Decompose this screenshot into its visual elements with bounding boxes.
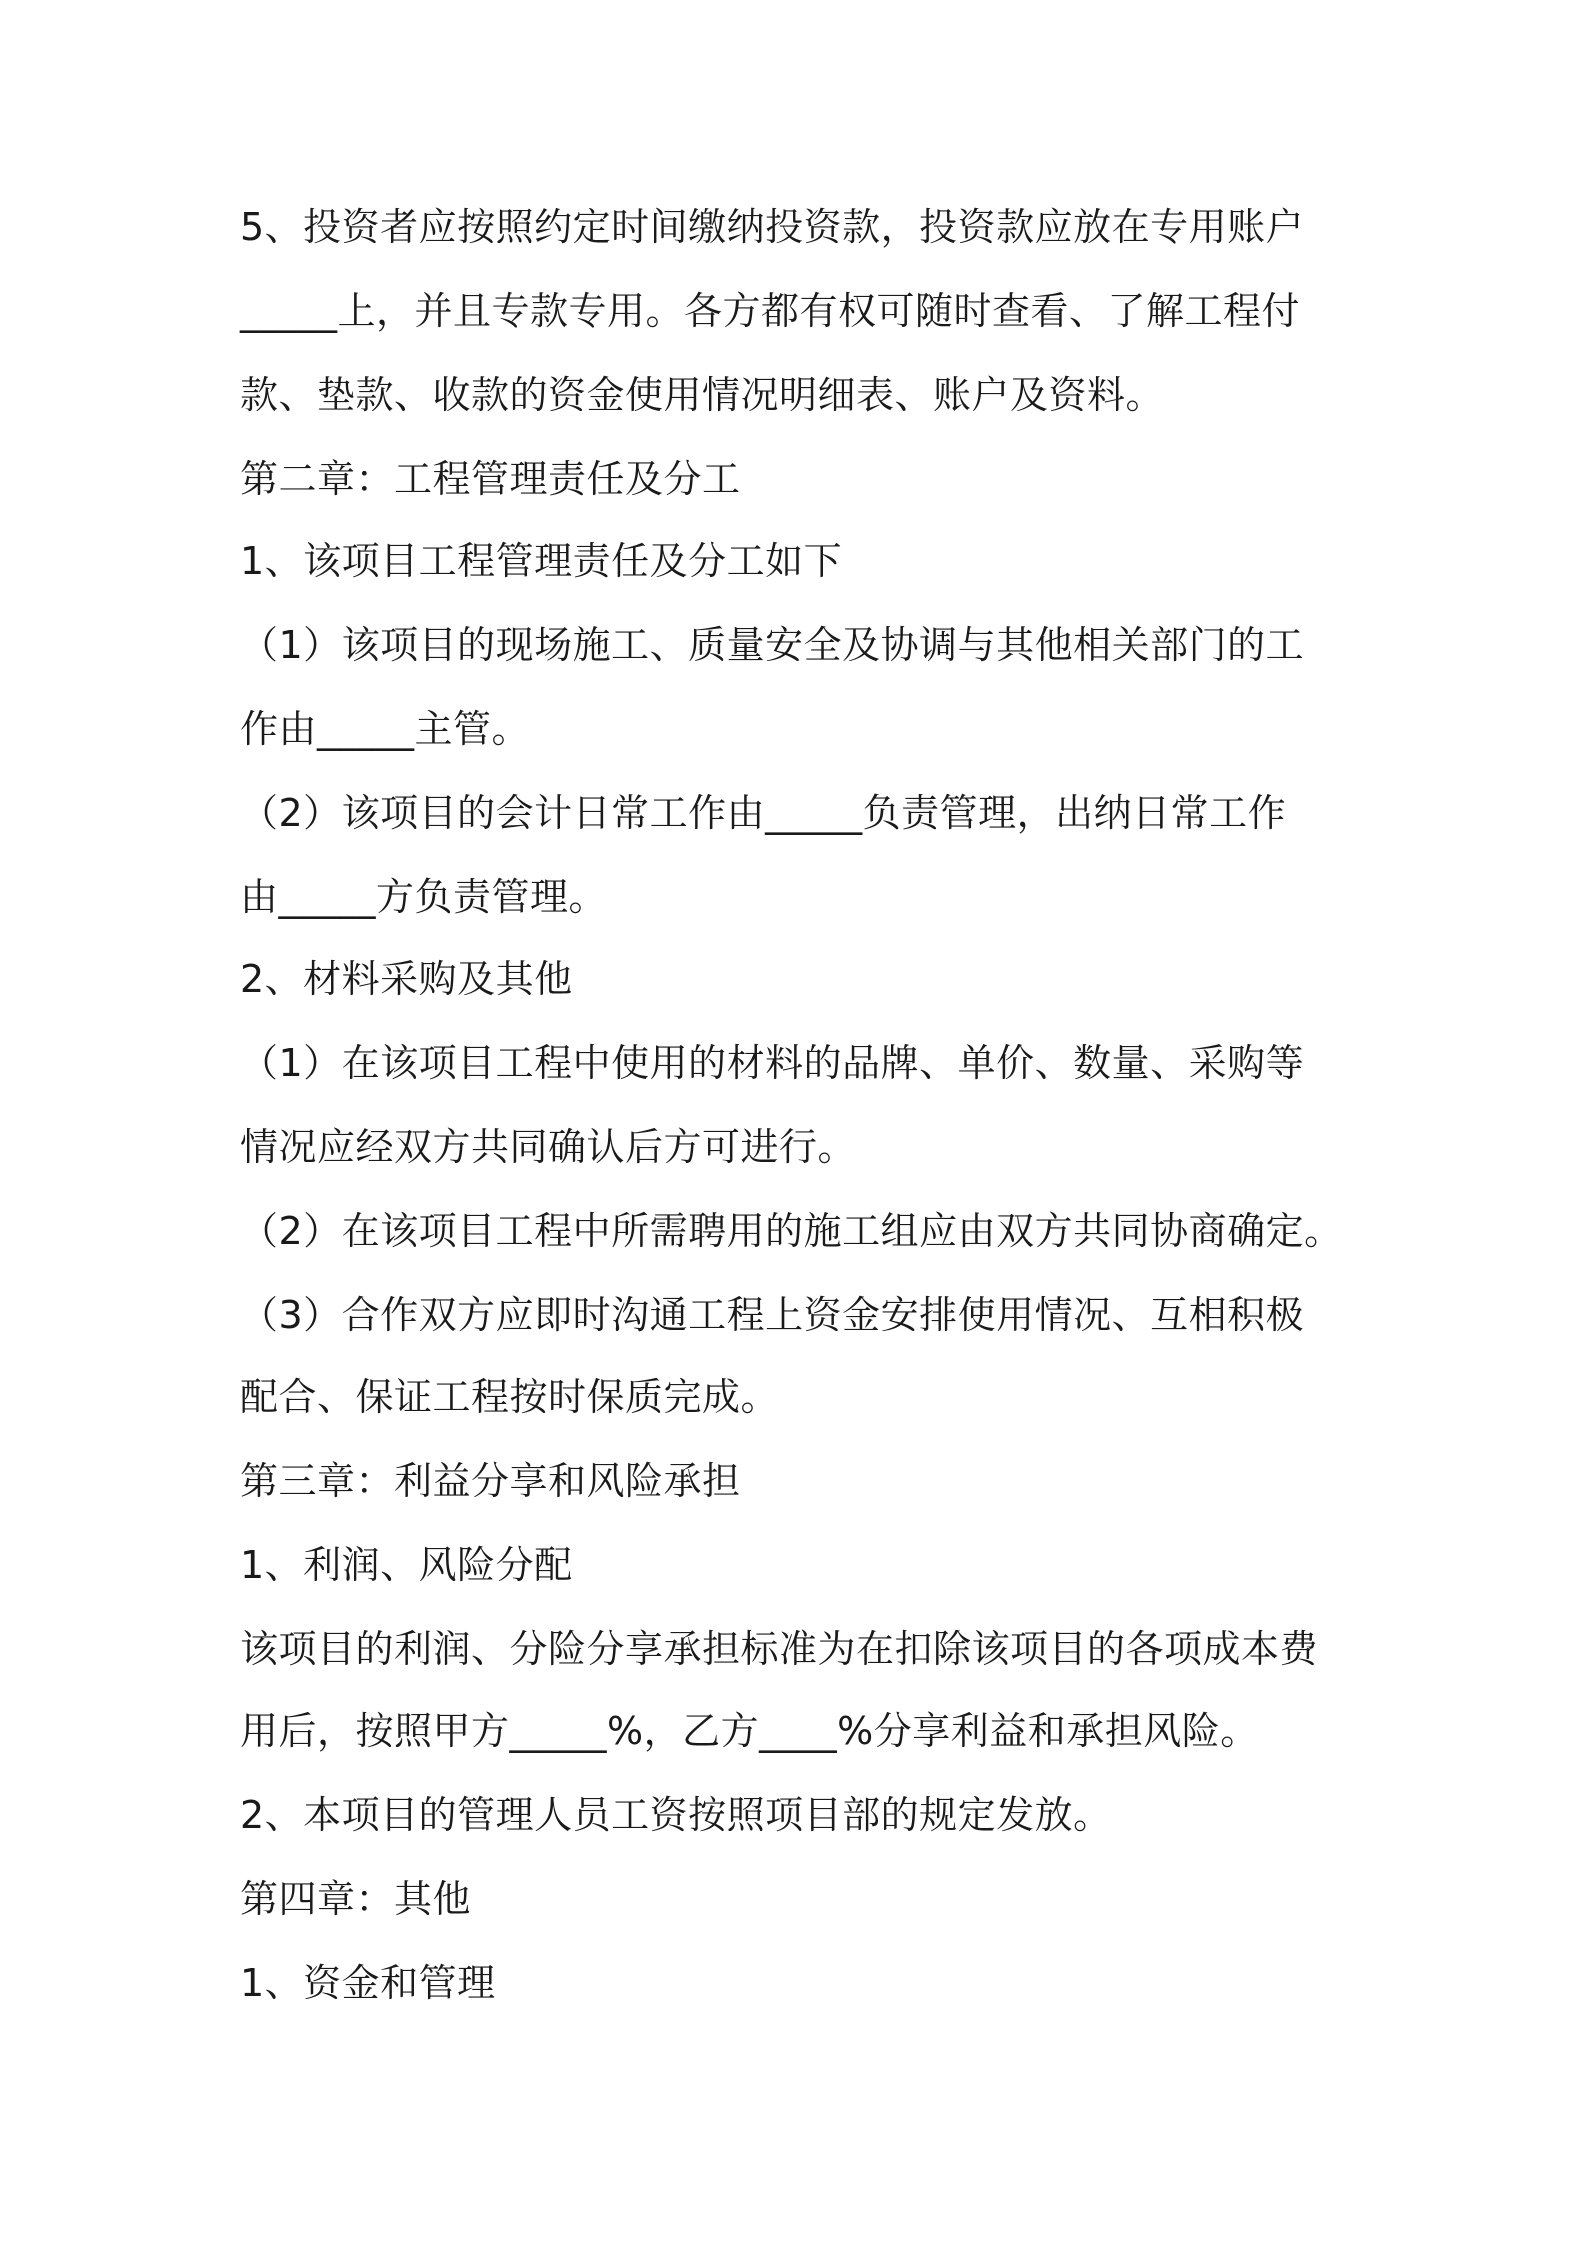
section-heading: 2、材料采购及其他 [240, 957, 573, 1001]
text-line: （1）该项目的现场施工、质量安全及协调与其他相关部门的工 [240, 623, 1305, 667]
text-line: 款、垫款、收款的资金使用情况明细表、账户及资料。 [240, 373, 1165, 417]
text-line: 配合、保证工程按时保质完成。 [240, 1375, 780, 1419]
text-line: 作由_____主管。 [240, 707, 531, 751]
text-line: 用后，按照甲方_____%，乙方____%分享利益和承担风险。 [240, 1709, 1259, 1753]
chapter-heading: 第四章：其他 [240, 1877, 472, 1921]
chapter-heading: 第三章：利益分享和风险承担 [240, 1459, 741, 1503]
section-heading: 1、该项目工程管理责任及分工如下 [240, 539, 843, 583]
text-line: 该项目的利润、分险分享承担标准为在扣除该项目的各项成本费 [240, 1627, 1319, 1671]
chapter-heading: 第二章：工程管理责任及分工 [240, 457, 741, 501]
text-line: 5、投资者应按照约定时间缴纳投资款，投资款应放在专用账户 [240, 205, 1305, 249]
text-line: 情况应经双方共同确认后方可进行。 [240, 1125, 857, 1169]
text-line: （2）该项目的会计日常工作由_____负责管理，出纳日常工作 [240, 791, 1287, 835]
text-line: 2、本项目的管理人员工资按照项目部的规定发放。 [240, 1793, 1112, 1837]
text-line: 由_____方负责管理。 [240, 875, 608, 919]
text-line: _____上，并且专款专用。各方都有权可随时查看、了解工程付 [240, 289, 1301, 333]
text-line: （2）在该项目工程中所需聘用的施工组应由双方共同协商确定。 [240, 1209, 1343, 1253]
section-heading: 1、资金和管理 [240, 1961, 496, 2005]
section-heading: 1、利润、风险分配 [240, 1543, 573, 1587]
text-line: （3）合作双方应即时沟通工程上资金安排使用情况、互相积极 [240, 1293, 1305, 1337]
text-line: （1）在该项目工程中使用的材料的品牌、单价、数量、采购等 [240, 1041, 1305, 1085]
